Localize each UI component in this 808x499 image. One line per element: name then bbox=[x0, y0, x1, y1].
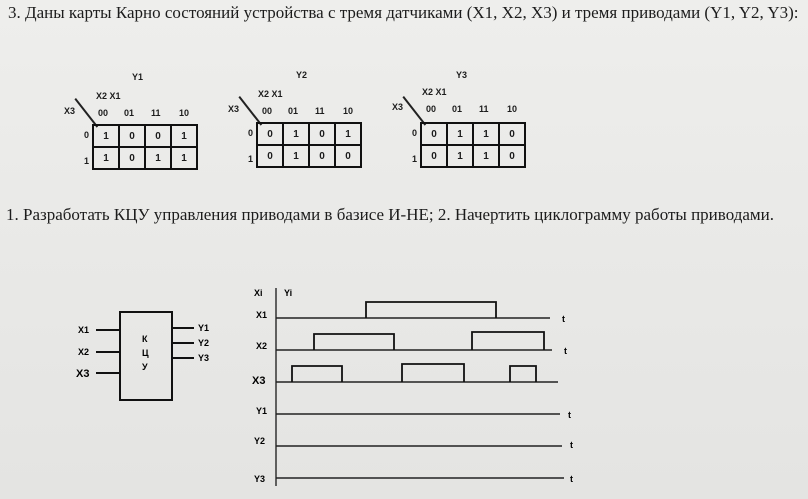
kmap-grid bbox=[92, 124, 198, 170]
kmap-cell: 1 bbox=[283, 145, 309, 167]
signal-label: Y3 bbox=[254, 474, 266, 484]
kmap-col-label: 00 bbox=[98, 108, 109, 118]
kmap-output-label: Y3 bbox=[456, 70, 468, 80]
kmap-row-var: X3 bbox=[392, 102, 404, 112]
kmap-cell: 1 bbox=[447, 123, 473, 145]
task-title: 3. Даны карты Карно состояний устройства с тремя датчиками (X1, X2, X3) и тремя приводами (Y1, Y2, Y3): bbox=[8, 3, 799, 22]
kmap-col-var: X2 X1 bbox=[96, 91, 121, 101]
kmap-cell: 0 bbox=[335, 145, 361, 167]
kmap-cell: 0 bbox=[421, 123, 447, 145]
kmap-col-label: 11 bbox=[479, 104, 489, 114]
kmap-y1 bbox=[62, 72, 212, 182]
input-label: X2 bbox=[78, 347, 90, 357]
kmap-cell: 0 bbox=[257, 145, 283, 167]
kmap-cell: 0 bbox=[145, 125, 171, 147]
block-letter: К bbox=[142, 334, 148, 344]
kmap-row-label: 0 bbox=[84, 130, 90, 140]
kmap-cell: 1 bbox=[145, 147, 171, 169]
kmap-cell: 1 bbox=[473, 123, 499, 145]
x3-pulse bbox=[292, 366, 342, 382]
kmap-row-label: 0 bbox=[248, 128, 254, 138]
kmap-row-label: 0 bbox=[412, 128, 418, 138]
kmap-cell: 1 bbox=[283, 123, 309, 145]
output-label: Y3 bbox=[198, 353, 210, 363]
cyclogram bbox=[240, 282, 580, 494]
kmap-cell: 1 bbox=[93, 147, 119, 169]
kmap-col-var: X2 X1 bbox=[422, 87, 447, 97]
kcu-block-diagram bbox=[70, 300, 220, 410]
kmap-col-label: 00 bbox=[426, 104, 437, 114]
time-label: t bbox=[570, 474, 573, 484]
time-label: t bbox=[562, 314, 565, 324]
kmap-diagonal bbox=[403, 96, 426, 125]
signal-label: X1 bbox=[256, 310, 268, 320]
kmap-cell: 1 bbox=[93, 125, 119, 147]
assignment-text: 1. Разработать КЦУ управления приводами в базисе И-НЕ; 2. Начертить циклограмму работы приводами. bbox=[6, 205, 775, 224]
time-label: t bbox=[570, 440, 573, 450]
kmap-row-var: X3 bbox=[228, 104, 240, 114]
kmap-cell: 1 bbox=[171, 147, 197, 169]
kmap-y3 bbox=[390, 70, 540, 180]
kmap-row-label: 1 bbox=[84, 156, 90, 166]
block-letter: У bbox=[142, 362, 148, 372]
input-label: X3 bbox=[76, 368, 90, 380]
signal-label: X3 bbox=[252, 375, 266, 387]
kmap-cell: 1 bbox=[447, 145, 473, 167]
kmap-row-var: X3 bbox=[64, 106, 76, 116]
kmap-cell: 0 bbox=[421, 145, 447, 167]
kmap-col-var: X2 X1 bbox=[258, 89, 283, 99]
kmap-output-label: Y2 bbox=[296, 70, 308, 80]
time-label: t bbox=[564, 346, 567, 356]
kmap-grid bbox=[256, 122, 362, 168]
kmap-col-label: 00 bbox=[262, 106, 273, 116]
time-label: t bbox=[568, 410, 571, 420]
axis-label-xi: Xi bbox=[254, 288, 263, 298]
kmap-cell: 1 bbox=[335, 123, 361, 145]
kmap-y2 bbox=[226, 70, 376, 180]
kmap-cell: 0 bbox=[499, 123, 525, 145]
x3-pulse bbox=[402, 364, 464, 382]
kmap-cell: 0 bbox=[119, 125, 145, 147]
kmap-col-label: 10 bbox=[179, 108, 190, 118]
kmap-col-label: 01 bbox=[288, 106, 299, 116]
kmap-grid bbox=[420, 122, 526, 168]
kmap-row-label: 1 bbox=[248, 154, 254, 164]
signal-label: Y1 bbox=[256, 406, 268, 416]
signal-label: Y2 bbox=[254, 436, 266, 446]
kmap-col-label: 11 bbox=[151, 108, 161, 118]
kmap-diagonal bbox=[239, 96, 262, 125]
x3-pulse bbox=[510, 366, 536, 382]
kmap-col-label: 11 bbox=[315, 106, 325, 116]
kmap-cell: 1 bbox=[171, 125, 197, 147]
kmap-col-label: 01 bbox=[452, 104, 463, 114]
kmap-row-label: 1 bbox=[412, 154, 418, 164]
output-label: Y2 bbox=[198, 338, 210, 348]
kmap-col-label: 01 bbox=[124, 108, 135, 118]
output-label: Y1 bbox=[198, 323, 210, 333]
kmap-col-label: 10 bbox=[507, 104, 518, 114]
kmap-col-label: 10 bbox=[343, 106, 354, 116]
x2-pulse bbox=[472, 332, 544, 350]
kmap-cell: 0 bbox=[309, 145, 335, 167]
x2-pulse bbox=[314, 334, 394, 350]
kmap-cell: 0 bbox=[309, 123, 335, 145]
kmap-output-label: Y1 bbox=[132, 72, 144, 82]
axis-label-yi: Yi bbox=[284, 288, 293, 298]
kmap-cell: 0 bbox=[119, 147, 145, 169]
block-letter: Ц bbox=[142, 348, 149, 358]
x1-pulse bbox=[366, 302, 496, 318]
kmap-cell: 0 bbox=[499, 145, 525, 167]
signal-label: X2 bbox=[256, 341, 268, 351]
kmap-diagonal bbox=[75, 98, 98, 127]
input-label: X1 bbox=[78, 325, 90, 335]
kmap-cell: 0 bbox=[257, 123, 283, 145]
kmap-cell: 1 bbox=[473, 145, 499, 167]
